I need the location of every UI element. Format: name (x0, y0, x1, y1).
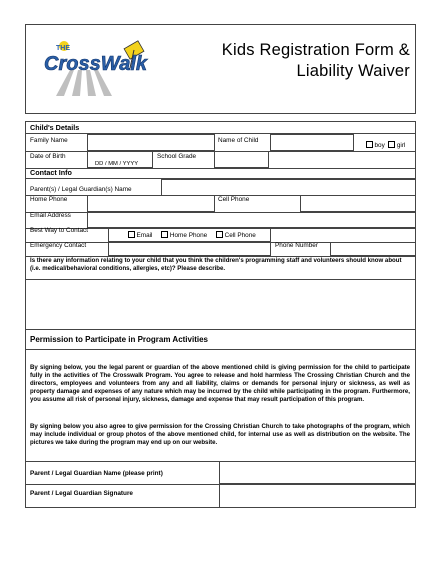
email-address-label: Email Address (30, 212, 71, 219)
emergency-contact-label: Emergency Contact (30, 242, 87, 249)
childs-details-heading: Child's Details (30, 123, 80, 132)
svg-text:CrossWalk: CrossWalk (44, 53, 148, 75)
emergency-contact-field[interactable] (108, 242, 271, 256)
permission-paragraph-1: By signing below, you the legal parent or guardian of the above mentioned child is giving permission for the child to participate fully in the activities of The Crosswalk Program. You agree to release and hold harmless The Crossing Christian Church and the directors, employees and volunteers from any and all liability, claims or demands for personal injury or sickness, as well as property damage and expenses of any nature which may be incurred by the child while participating in the program. Furthermore, you assume all risk of personal injury, sickness, damage and expense that may result participation of this program. (30, 364, 410, 403)
phone-number-label: Phone Number (275, 242, 318, 249)
email-checkbox[interactable] (128, 231, 135, 238)
boy-checkbox[interactable] (366, 141, 373, 148)
cell-phone-label: Cell Phone (218, 196, 250, 203)
form-title-line1: Kids Registration Form & (221, 41, 410, 59)
guardian-name-label: Parent / Legal Guardian Name (please print) (30, 470, 163, 477)
boy-label: boy (374, 142, 385, 149)
contact-options (128, 231, 256, 240)
svg-text:THE: THE (56, 45, 70, 52)
name-of-child-label: Name of Child (218, 137, 259, 144)
name-of-child-field[interactable] (270, 134, 354, 151)
home-phone-field[interactable] (87, 195, 215, 212)
phone-number-field[interactable] (330, 242, 416, 256)
cell-phone-checkbox[interactable] (216, 231, 223, 238)
gender-options (366, 141, 405, 150)
info-question: Is there any information relating to your child that you think the children's programming staff and volunteers should know about (i.e. medical/behavioral conditions, allergies, etc)? Please describe. (30, 257, 402, 272)
cell-phone-field[interactable] (300, 195, 416, 212)
family-name-label: Family Name (30, 137, 68, 144)
parent-name-field[interactable] (161, 179, 416, 196)
girl-checkbox[interactable] (388, 141, 395, 148)
crosswalk-logo (34, 36, 152, 98)
girl-label: girl (396, 142, 406, 149)
email-option-label: Email (136, 232, 153, 239)
guardian-signature-label: Parent / Legal Guardian Signature (30, 490, 133, 497)
permission-heading: Permission to Participate in Program Activities (30, 335, 208, 344)
family-name-field[interactable] (87, 134, 215, 151)
email-address-field[interactable] (87, 212, 416, 228)
form-title-line2: Liability Waiver (296, 62, 410, 80)
home-phone-option-label: Home Phone (169, 232, 208, 239)
home-phone-checkbox[interactable] (161, 231, 168, 238)
info-answer-area[interactable] (25, 279, 416, 330)
guardian-name-field[interactable] (219, 461, 416, 484)
contact-info-heading: Contact Info (30, 168, 72, 177)
parent-name-label: Parent(s) / Legal Guardian(s) Name (30, 186, 132, 193)
home-phone-label: Home Phone (30, 196, 68, 203)
school-grade-label: School Grade (157, 153, 197, 160)
cell-phone-option-label: Cell Phone (224, 232, 256, 239)
permission-paragraph-2: By signing below you also agree to give permission for the Crossing Christian Church to take photographs of the program, which may include individual or group photos of the above mentioned child, for internal use as well as distribution on the website. The pictures we take during the program may end up on our website. (30, 423, 410, 446)
dob-label: Date of Birth (30, 153, 66, 160)
best-way-label: Best Way to Contact (30, 227, 89, 234)
guardian-signature-field[interactable] (219, 484, 416, 508)
dob-format: DD / MM / YYYY (95, 161, 139, 167)
school-grade-field[interactable] (214, 151, 269, 168)
